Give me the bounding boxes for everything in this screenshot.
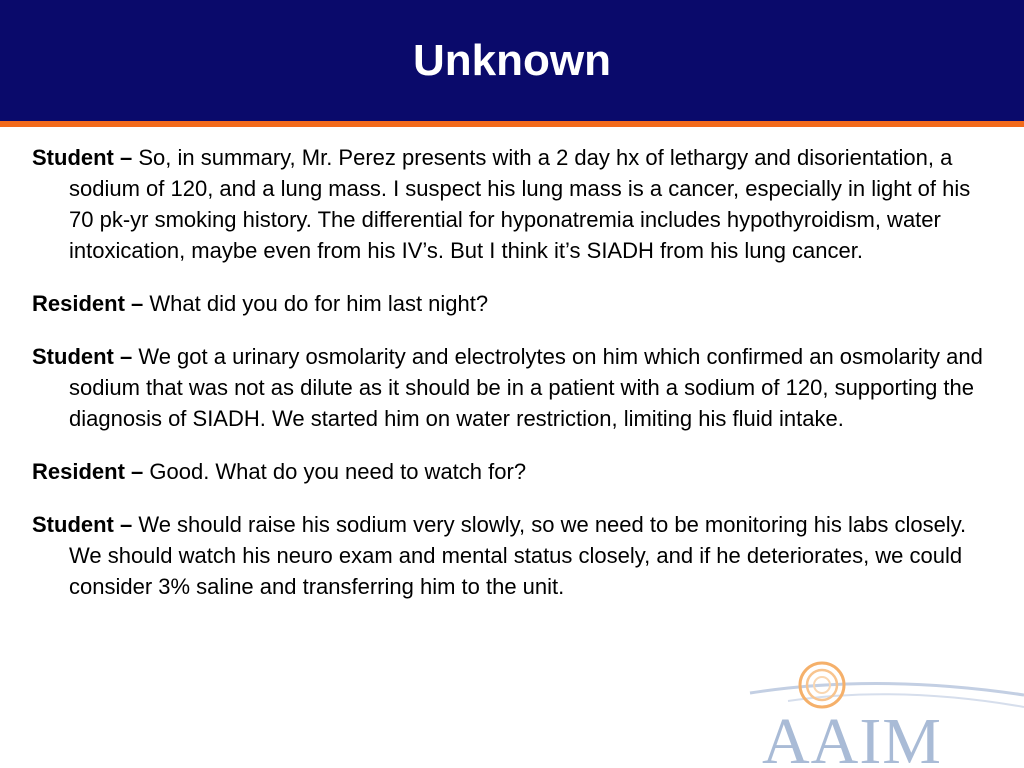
title-bar	[0, 0, 1024, 121]
dialogue-text: What did you do for him last night?	[143, 291, 489, 316]
dialogue-item	[32, 509, 987, 602]
dialogue-text: We got a urinary osmolarity and electrolytes on him which confirmed an osmolarity and sodium that was not as dilute as it should be in a patient with a sodium of 120, supporting the diagnosis of SIADH. We started him on water restriction, limiting his fluid intake.	[69, 344, 983, 431]
dialogue-item	[32, 142, 987, 266]
speaker-label: Resident –	[32, 459, 144, 484]
accent-divider	[0, 121, 1024, 127]
slide-title: Unknown	[413, 36, 611, 85]
speaker-label: Student –	[32, 344, 133, 369]
dialogue-text: Good. What do you need to watch for?	[143, 459, 527, 484]
dialogue-list	[32, 142, 987, 624]
dialogue-item	[32, 456, 987, 487]
dialogue-item	[32, 288, 987, 319]
speaker-label: Student –	[32, 145, 133, 170]
dialogue-text: We should raise his sodium very slowly, so we need to be monitoring his labs closely. We should watch his neuro exam and mental status closely, and if he deteriorates, we could consider 3% saline and transferring him to the unit.	[69, 512, 967, 599]
speaker-label: Student –	[32, 512, 133, 537]
dialogue-text: So, in summary, Mr. Perez presents with a 2 day hx of lethargy and disorientation, a sodium of 120, and a lung mass. I suspect his lung mass is a cancer, especially in light of his 70 pk-yr smoking history. The differential for hyponatremia includes hypothyroidism, water intoxication, maybe even from his IV’s. But I think it’s SIADH from his lung cancer.	[69, 145, 971, 263]
speaker-label: Resident –	[32, 291, 144, 316]
dialogue-item	[32, 341, 987, 434]
logo-text: AAIM	[762, 705, 942, 768]
aaim-logo-icon	[748, 655, 1024, 768]
